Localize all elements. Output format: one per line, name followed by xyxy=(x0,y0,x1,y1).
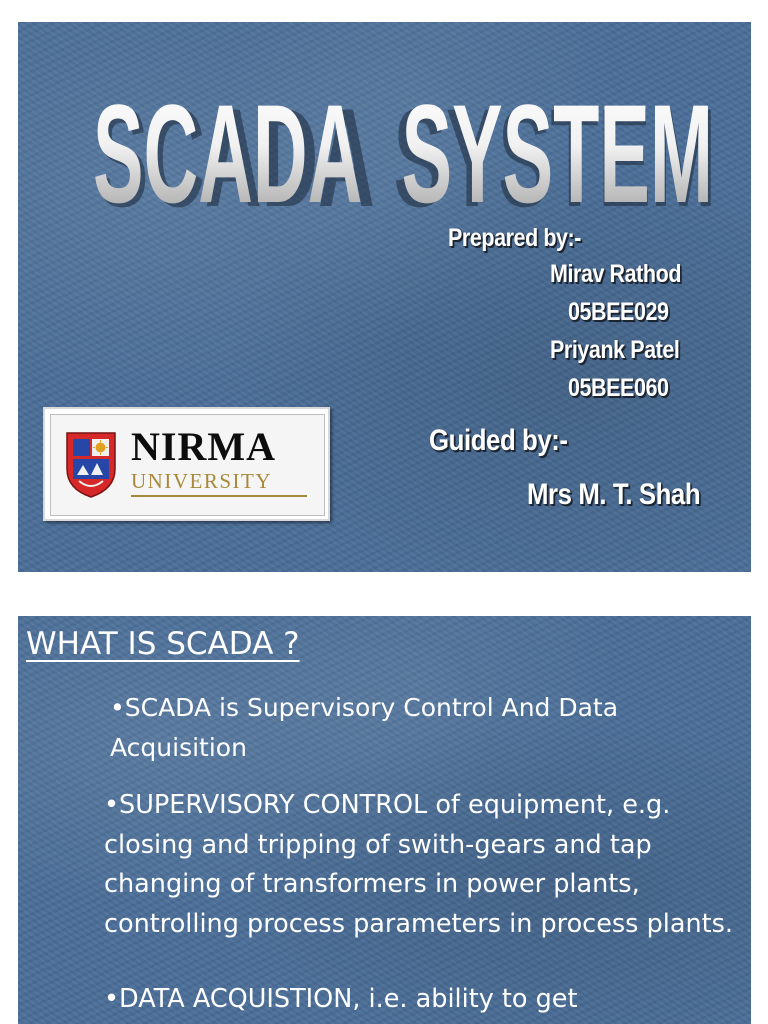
university-crest-icon xyxy=(65,429,117,499)
bullet-item: •SCADA is Supervisory Control And Data Acquisition xyxy=(110,693,619,762)
slide-title xyxy=(78,50,728,230)
logo-divider xyxy=(131,495,307,497)
author-name: Priyank Patel xyxy=(550,336,680,364)
logo-name: NIRMA xyxy=(131,424,276,469)
bullet-item: •DATA ACQUISTION, i.e. ability to get xyxy=(104,984,578,1014)
author-id: 05BEE029 xyxy=(568,298,669,326)
title-slide xyxy=(18,22,751,572)
prepared-by-label: Prepared by:- xyxy=(448,224,582,252)
university-logo xyxy=(43,407,330,521)
slide-title-text: SCADA SYSTEM xyxy=(93,75,713,230)
bullet-item: •SUPERVISORY CONTROL of equipment, e.g. closing and tripping of swith-gears and tap changing of transformers in power plants, controlling process parameters in process plants. xyxy=(104,790,734,939)
logo-panel xyxy=(50,414,325,516)
author-id: 05BEE060 xyxy=(568,374,669,402)
guide-name: Mrs M. T. Shah xyxy=(527,478,701,511)
author-name: Mirav Rathod xyxy=(550,260,682,288)
guided-by-label: Guided by:- xyxy=(429,424,568,457)
slide-heading: WHAT IS SCADA ? xyxy=(26,626,300,662)
slide-title-shadow: SCADA SYSTEM xyxy=(96,79,716,230)
logo-subtitle: UNIVERSITY xyxy=(131,469,272,493)
content-slide xyxy=(18,616,751,1024)
